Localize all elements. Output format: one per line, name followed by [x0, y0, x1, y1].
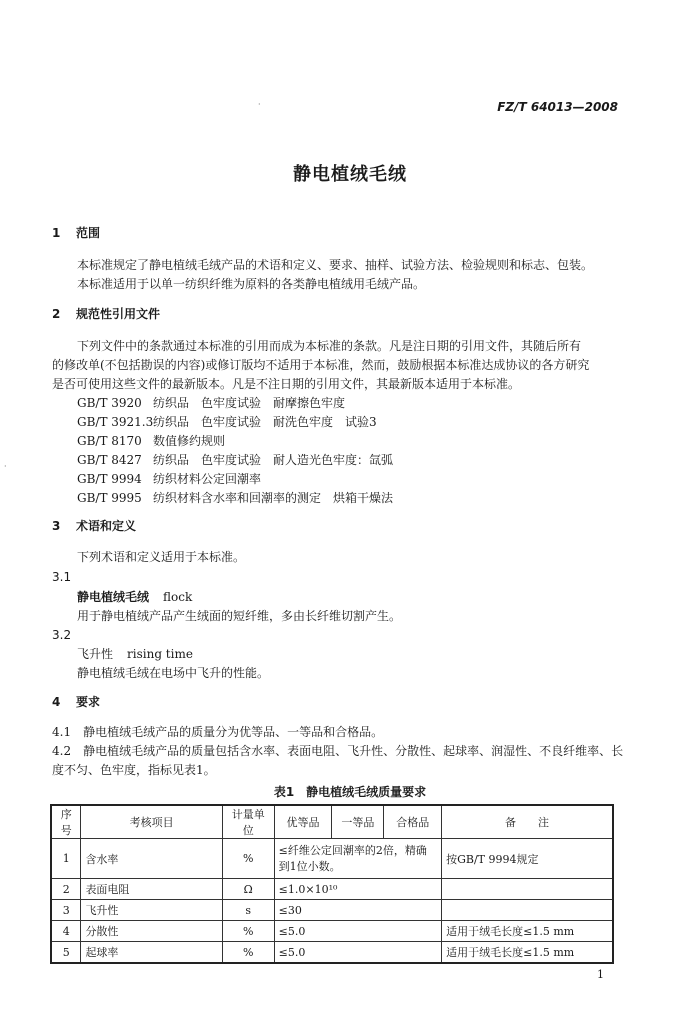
cell-note: 按GB/T 9994规定	[442, 839, 613, 879]
header-grade-superior: 优等品	[274, 805, 332, 839]
cell-unit: Ω	[222, 879, 274, 900]
cell-unit: %	[222, 942, 274, 964]
table-row	[51, 921, 613, 942]
paragraph: 下列术语和定义适用于本标准。	[77, 550, 246, 564]
cell-requirement: ≤5.0	[274, 942, 441, 964]
header-item: 考核项目	[81, 805, 222, 839]
term-number: 3.2	[52, 628, 72, 642]
table-row	[51, 879, 613, 900]
paragraph: 本标准规定了静电植绒毛绒产品的术语和定义、要求、抽样、试验方法、检验规则和标志、包装。	[77, 258, 594, 272]
table-row	[51, 900, 613, 921]
paragraph: 4.2 静电植绒毛绒产品的质量包括含水率、表面电阻、飞升性、分散性、起球率、润湿性、不良纤维率、长	[52, 744, 624, 758]
section-heading-2: 2 规范性引用文件	[52, 307, 161, 321]
page-number: 1	[597, 968, 604, 981]
scan-dot: ·	[258, 100, 261, 109]
reference-item: GB/T 9994 纺织材料公定回潮率	[77, 472, 262, 486]
section-heading-3: 3 术语和定义	[52, 519, 137, 533]
table-header-row	[51, 805, 613, 839]
header-unit: 计量单位	[222, 805, 274, 839]
document-code: FZ/T 64013—2008	[497, 100, 618, 114]
cell-note	[442, 879, 613, 900]
cell-unit: %	[222, 921, 274, 942]
reference-item: GB/T 3921.3纺织品 色牢度试验 耐洗色牢度 试验3	[77, 415, 377, 429]
term-definition: 用于静电植绒产品产生绒面的短纤维，多由长纤维切割产生。	[77, 609, 402, 623]
section-heading-1: 1 范围	[52, 226, 101, 240]
paragraph-continuation: 是否可使用这些文件的最新版本。凡是不注日期的引用文件，其最新版本适用于本标准。	[52, 377, 521, 391]
cell-seq: 2	[51, 879, 81, 900]
term-heading: 飞升性 rising time	[77, 647, 193, 661]
cell-item: 分散性	[81, 921, 222, 942]
paragraph: 下列文件中的条款通过本标准的引用而成为本标准的条款。凡是注日期的引用文件，其随后所有	[77, 339, 582, 353]
cell-seq: 3	[51, 900, 81, 921]
header-note: 备 注	[442, 805, 613, 839]
cell-item: 飞升性	[81, 900, 222, 921]
cell-seq: 5	[51, 942, 81, 964]
cell-unit: %	[222, 839, 274, 879]
reference-item: GB/T 9995 纺织材料含水率和回潮率的测定 烘箱干燥法	[77, 491, 394, 505]
reference-item: GB/T 8427 纺织品 色牢度试验 耐人造光色牢度：氙弧	[77, 453, 394, 467]
cell-item: 表面电阻	[81, 879, 222, 900]
cell-requirement: ≤1.0×10¹⁰	[274, 879, 441, 900]
header-grade-first: 一等品	[332, 805, 384, 839]
header-grade-qualified: 合格品	[384, 805, 442, 839]
term-definition: 静电植绒毛绒在电场中飞升的性能。	[77, 666, 270, 680]
header-seq: 序号	[51, 805, 81, 839]
cell-note	[442, 900, 613, 921]
table-row	[51, 942, 613, 964]
cell-requirement: ≤5.0	[274, 921, 441, 942]
reference-item: GB/T 8170 数值修约规则	[77, 434, 226, 448]
cell-item: 含水率	[81, 839, 222, 879]
scan-dot: ·	[4, 462, 7, 471]
paragraph-continuation: 的修改单(不包括勘误的内容)或修订版均不适用于本标准，然而，鼓励根据本标准达成协议的各方研究	[52, 358, 590, 372]
table-caption: 表1 静电植绒毛绒质量要求	[273, 785, 427, 799]
cell-note: 适用于绒毛长度≤1.5 mm	[442, 921, 613, 942]
table-row	[51, 839, 613, 879]
cell-seq: 4	[51, 921, 81, 942]
paragraph-continuation: 度不匀、色牢度，指标见表1。	[52, 763, 216, 777]
section-heading-4: 4 要求	[52, 695, 101, 709]
cell-requirement: ≤30	[274, 900, 441, 921]
paragraph: 4.1 静电植绒毛绒产品的质量分为优等品、一等品和合格品。	[52, 725, 384, 739]
page-title: 静电植绒毛绒	[293, 164, 407, 185]
cell-unit: s	[222, 900, 274, 921]
cell-note: 适用于绒毛长度≤1.5 mm	[442, 942, 613, 964]
term-number: 3.1	[52, 570, 72, 584]
quality-requirements-table	[50, 804, 614, 964]
paragraph: 本标准适用于以单一纺织纤维为原料的各类静电植绒用毛绒产品。	[77, 277, 426, 291]
reference-item: GB/T 3920 纺织品 色牢度试验 耐摩擦色牢度	[77, 396, 346, 410]
cell-seq: 1	[51, 839, 81, 879]
cell-requirement: ≤纤维公定回潮率的2倍，精确到1位小数。	[274, 839, 441, 879]
cell-item: 起球率	[81, 942, 222, 964]
term-heading: 静电植绒毛绒 flock	[77, 590, 193, 604]
